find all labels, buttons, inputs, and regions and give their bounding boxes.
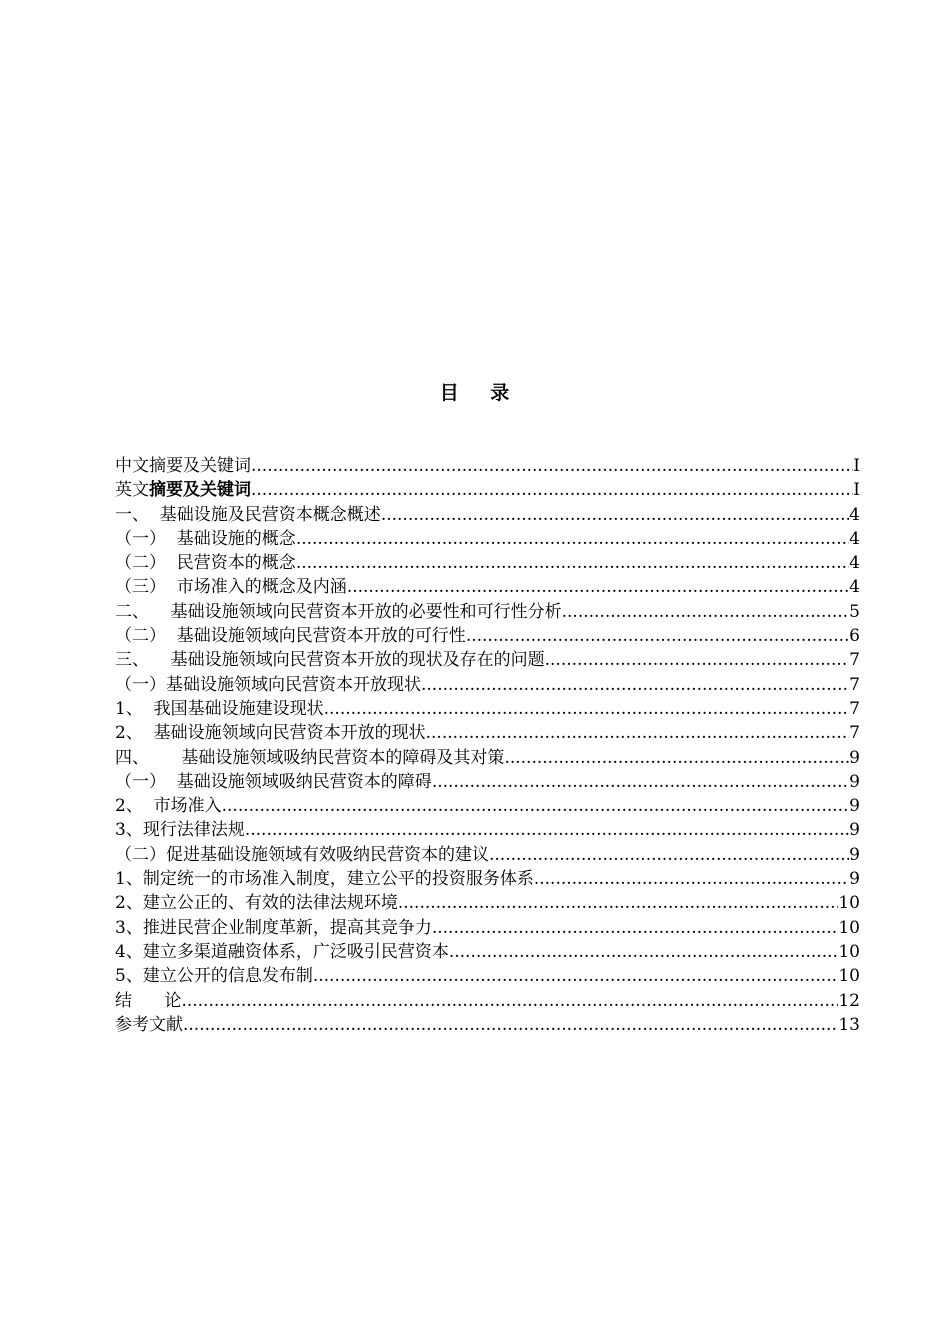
toc-entry-page: 9	[849, 796, 860, 817]
toc-dot-leader	[421, 673, 849, 697]
toc-entry-page: 10	[838, 917, 860, 938]
toc-dot-leader	[245, 818, 849, 842]
toc-entry[interactable]	[115, 648, 860, 672]
toc-entry-label: 三、 基础设施领域向民营资本开放的现状及存在的问题	[115, 650, 545, 671]
toc-entry-page: 9	[849, 771, 860, 792]
toc-entry-label: 4、建立多渠道融资体系，广泛吸引民营资本	[115, 941, 449, 962]
toc-entry-label: 1、制定统一的市场准入制度，建立公平的投资服务体系	[115, 869, 534, 890]
toc-entry-page: 10	[838, 941, 860, 962]
toc-entry[interactable]	[115, 867, 860, 891]
toc-entry-page: 7	[849, 650, 860, 671]
toc-entry-label: 3、现行法律法规	[115, 820, 245, 841]
toc-entry-label-plain: 英文	[115, 480, 149, 501]
toc-entry[interactable]	[115, 891, 860, 915]
toc-entry-page: 7	[849, 674, 860, 695]
toc-entry-page: 9	[849, 747, 860, 768]
toc-dot-leader	[489, 843, 849, 867]
toc-entry-page: 7	[849, 698, 860, 719]
toc-dot-leader	[432, 916, 839, 940]
toc-dot-leader	[347, 575, 849, 599]
table-of-contents	[115, 454, 860, 1037]
toc-dot-leader	[398, 891, 839, 915]
toc-entry[interactable]	[115, 746, 860, 770]
toc-entry-page: 4	[849, 528, 860, 549]
toc-entry-page: 6	[849, 626, 860, 647]
toc-dot-leader	[313, 964, 839, 988]
toc-entry-page: 4	[849, 553, 860, 574]
toc-entry-label: （一） 基础设施的概念	[115, 528, 296, 549]
toc-entry[interactable]	[115, 989, 860, 1013]
toc-entry-page: I	[853, 456, 860, 476]
toc-entry-label: 2、 市场准入	[115, 796, 222, 817]
toc-entry-page: 4	[849, 504, 860, 525]
toc-entry[interactable]	[115, 721, 860, 745]
toc-entry[interactable]	[115, 551, 860, 575]
toc-entry-label-bold: 摘要及关键词	[149, 480, 251, 501]
toc-entry[interactable]	[115, 1013, 860, 1037]
toc-entry-label: 二、 基础设施领域向民营资本开放的必要性和可行性分析	[115, 601, 562, 622]
toc-entry-label: 一、 基础设施及民营资本概念概述	[115, 504, 381, 525]
toc-entry-label: （二）促进基础设施领域有效吸纳民营资本的建议	[115, 844, 489, 865]
toc-entry[interactable]	[115, 600, 860, 624]
toc-dot-leader	[251, 478, 853, 502]
toc-entry-page: 10	[838, 893, 860, 914]
toc-entry[interactable]	[115, 940, 860, 964]
toc-entry-label: 2、建立公正的、有效的法律法规环境	[115, 893, 398, 914]
toc-entry-label: 1、 我国基础设施建设现状	[115, 698, 324, 719]
toc-entry[interactable]	[115, 478, 860, 502]
toc-entry-label: 2、 基础设施领域向民营资本开放的现状	[115, 723, 426, 744]
toc-entry[interactable]	[115, 818, 860, 842]
toc-entry-page: I	[853, 480, 860, 501]
toc-entry-label: 5、建立公开的信息发布制	[115, 966, 313, 987]
toc-entry-label: （三） 市场准入的概念及内涵	[115, 577, 347, 598]
toc-dot-leader	[251, 454, 853, 478]
toc-dot-leader	[381, 503, 849, 527]
toc-dot-leader	[324, 697, 850, 721]
toc-entry-page: 4	[849, 577, 860, 598]
toc-entry[interactable]	[115, 673, 860, 697]
toc-entry[interactable]	[115, 794, 860, 818]
toc-entry-page: 7	[849, 723, 860, 744]
toc-entry-page: 9	[849, 820, 860, 841]
toc-entry-page: 5	[849, 601, 860, 622]
toc-entry[interactable]	[115, 503, 860, 527]
toc-entry[interactable]	[115, 770, 860, 794]
toc-entry-label: （一）基础设施领域向民营资本开放现状	[115, 674, 421, 695]
toc-entry-label: 中文摘要及关键词	[115, 456, 251, 476]
toc-dot-leader	[504, 746, 849, 770]
toc-entry-page: 10	[838, 966, 860, 987]
toc-entry-label: （一） 基础设施领域吸纳民营资本的障碍	[115, 771, 432, 792]
toc-entry-page: 13	[838, 1014, 860, 1035]
toc-dot-leader	[296, 527, 849, 551]
toc-entry-page: 9	[849, 869, 860, 890]
toc-dot-leader	[222, 794, 850, 818]
page-title: 目 录	[439, 382, 511, 404]
toc-entry[interactable]	[115, 843, 860, 867]
toc-dot-leader	[562, 600, 850, 624]
toc-dot-leader	[545, 648, 850, 672]
toc-entry[interactable]	[115, 916, 860, 940]
toc-entry-label: 3、推进民营企业制度革新，提高其竞争力	[115, 917, 432, 938]
toc-dot-leader	[534, 867, 849, 891]
toc-entry-label: （二） 民营资本的概念	[115, 553, 296, 574]
toc-dot-leader	[183, 1013, 838, 1037]
toc-dot-leader	[296, 551, 849, 575]
toc-entry[interactable]	[115, 697, 860, 721]
toc-dot-leader	[466, 624, 849, 648]
toc-entry-page: 12	[838, 990, 860, 1011]
toc-entry[interactable]	[115, 527, 860, 551]
toc-entry-label: 结 论	[115, 990, 182, 1011]
toc-entry[interactable]	[115, 454, 860, 478]
toc-entry[interactable]	[115, 575, 860, 599]
toc-entry-label	[115, 478, 251, 502]
toc-entry-label: 参考文献	[115, 1014, 183, 1035]
toc-dot-leader	[449, 940, 839, 964]
toc-entry[interactable]	[115, 964, 860, 988]
toc-entry-page: 9	[849, 844, 860, 865]
toc-dot-leader	[426, 721, 850, 745]
toc-entry-label: （二） 基础设施领域向民营资本开放的可行性	[115, 626, 466, 647]
toc-entry[interactable]	[115, 624, 860, 648]
toc-dot-leader	[432, 770, 849, 794]
toc-dot-leader	[181, 989, 838, 1013]
toc-entry-label: 四、 基础设施领域吸纳民营资本的障碍及其对策	[115, 747, 505, 768]
